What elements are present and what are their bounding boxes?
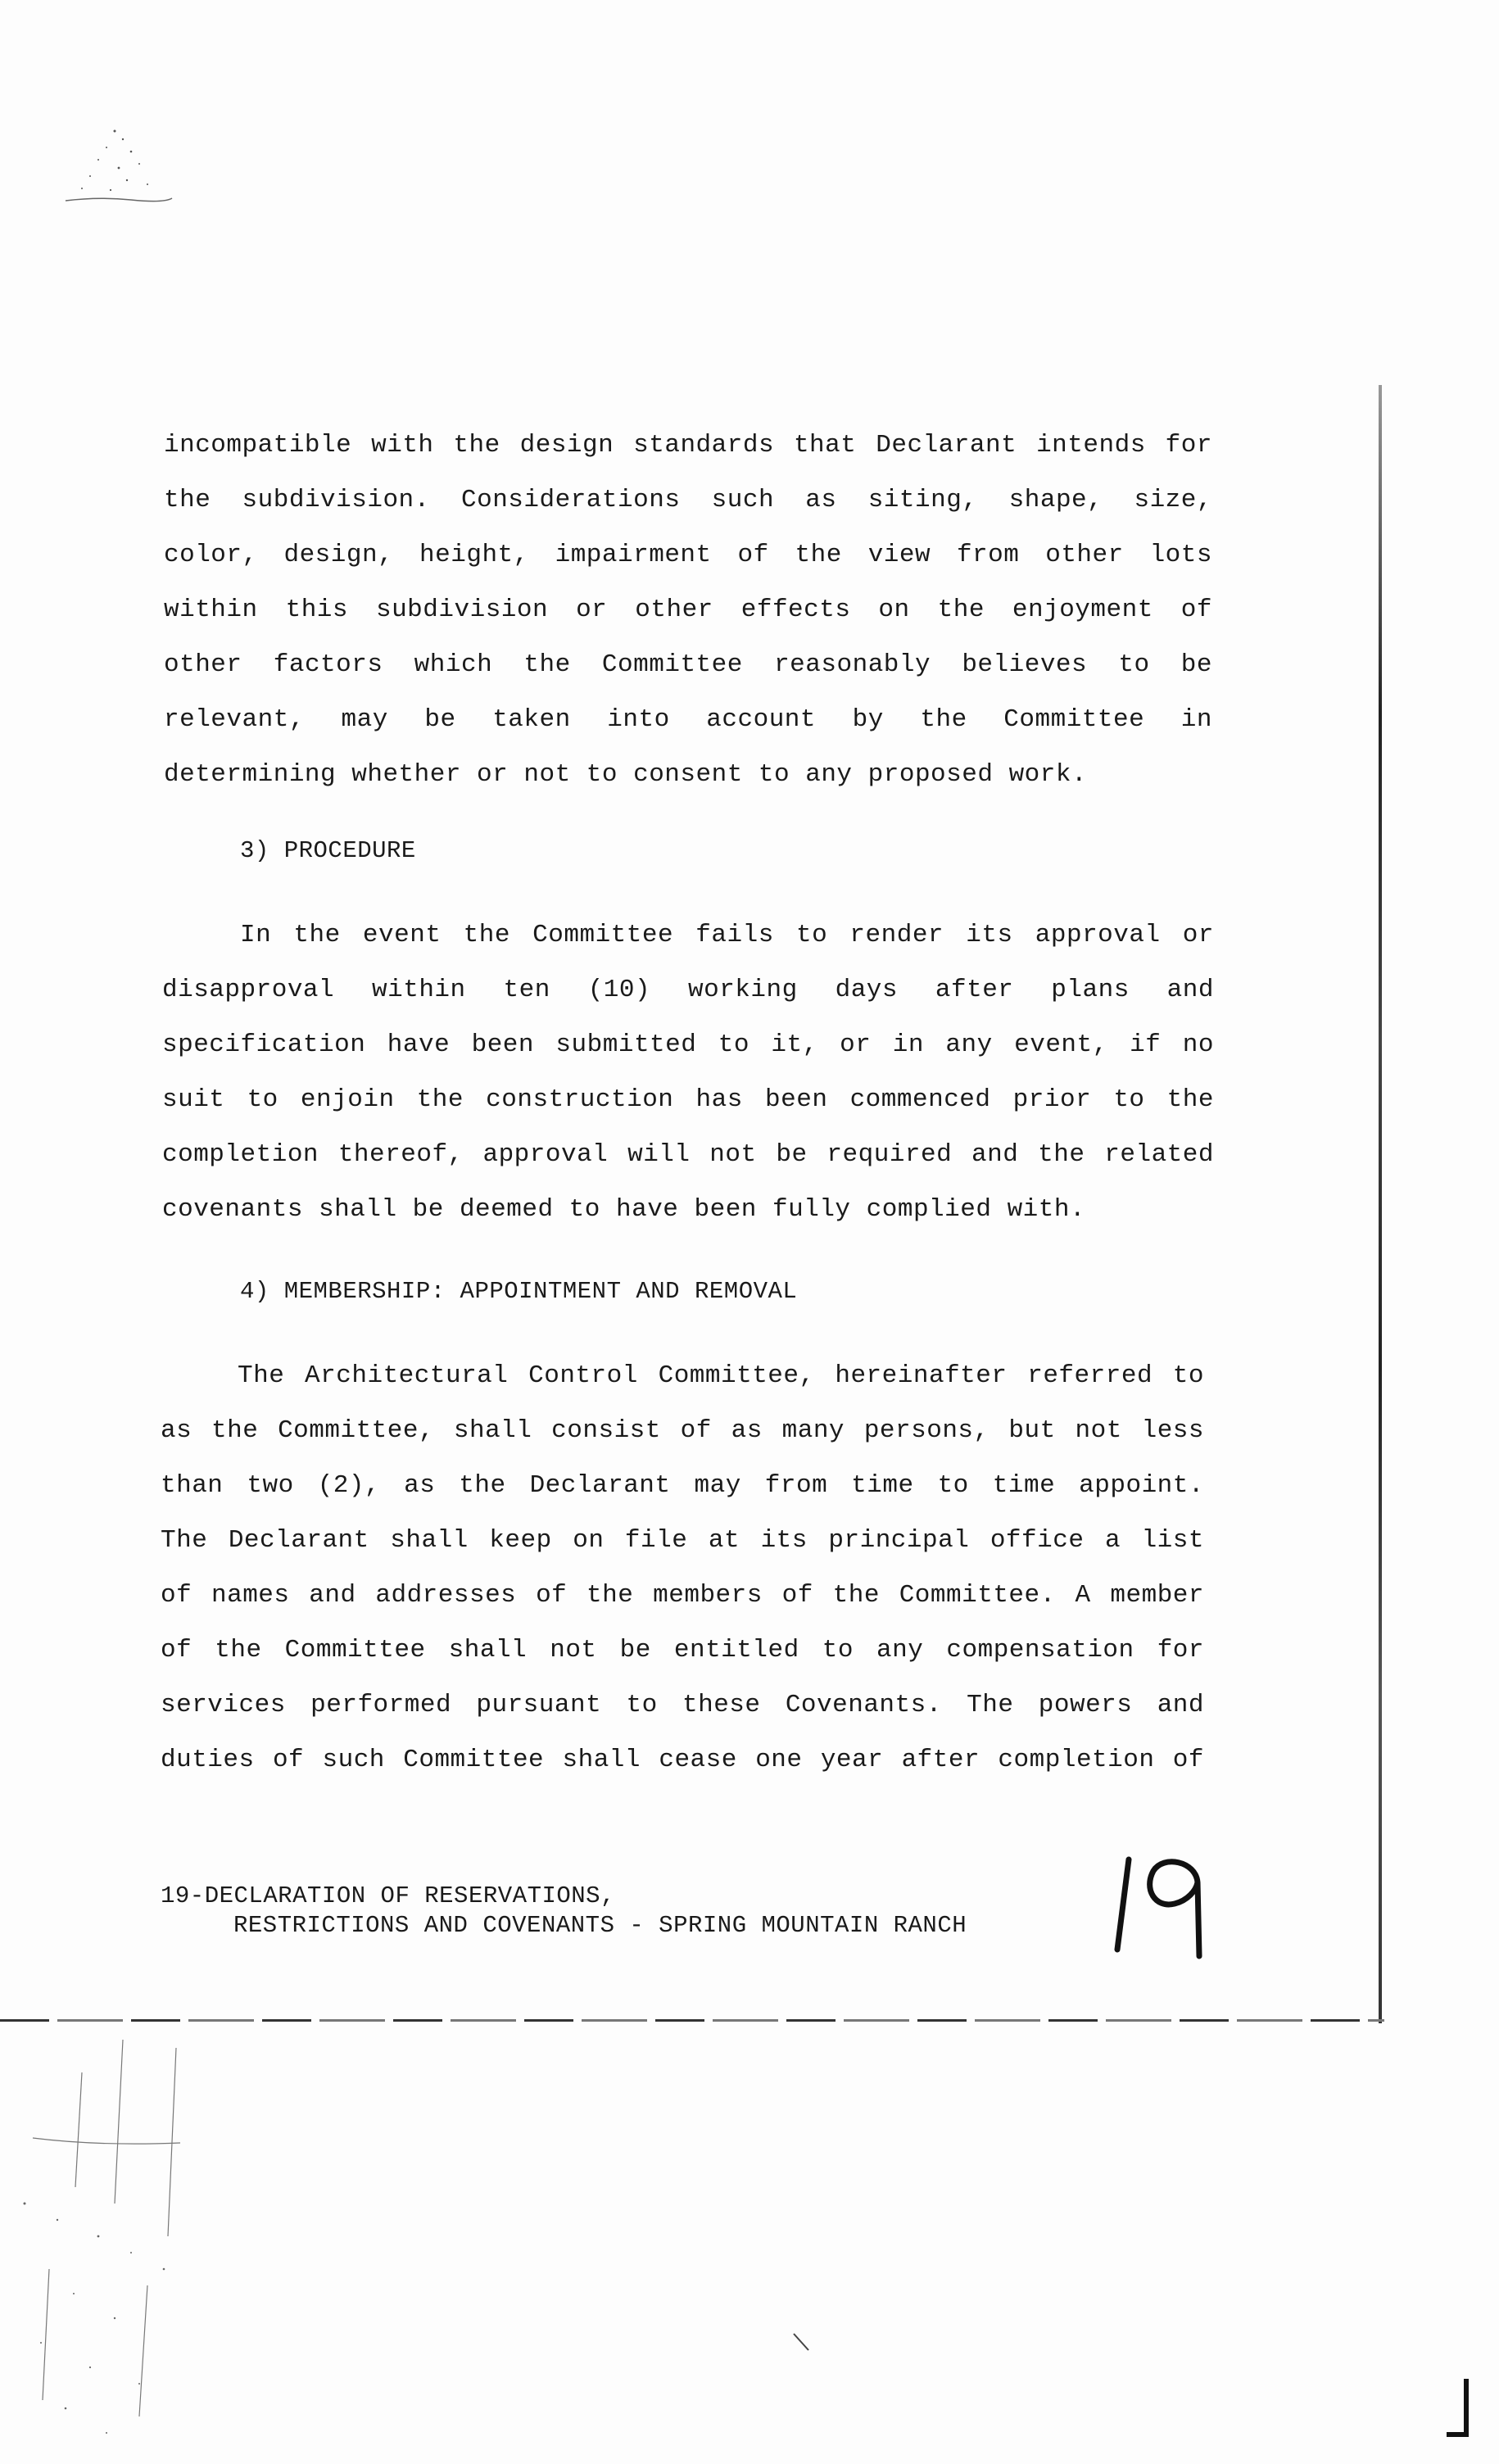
section-heading-procedure: 3) PROCEDURE <box>240 837 416 864</box>
text-line: color, design, height, impairment of the view from other lots <box>164 541 1212 569</box>
scan-bottom-rule <box>0 2019 1384 2022</box>
text-line: incompatible with the design standards that Declarant intends for <box>164 431 1212 460</box>
text-line: determining whether or not to consent to any proposed work. <box>164 760 1088 789</box>
scan-noise-mark <box>49 115 180 213</box>
text-line: of the Committee shall not be entitled to any compensation for <box>161 1636 1204 1665</box>
text-line: The Architectural Control Committee, hereinafter referred to <box>238 1361 1204 1390</box>
text-line: relevant, may be taken into account by the Committee in <box>164 705 1212 734</box>
text-line: services performed pursuant to these Covenants. The powers and <box>161 1691 1204 1719</box>
text-line: specification have been submitted to it, or in any event, if no <box>162 1030 1214 1059</box>
paragraph-membership <box>161 1348 1204 1787</box>
text-line: within this subdivision or other effects on the enjoyment of <box>164 596 1212 624</box>
text-line: completion thereof, approval will not be required and the related <box>162 1140 1214 1169</box>
text-line: of names and addresses of the members of the Committee. A member <box>161 1581 1204 1610</box>
footer-document-subtitle: RESTRICTIONS AND COVENANTS - SPRING MOUNTAIN RANCH <box>233 1912 967 1939</box>
scan-margin-bar <box>1379 385 1382 2023</box>
text-line: covenants shall be deemed to have been fully complied with. <box>162 1195 1086 1224</box>
text-line: suit to enjoin the construction has been commenced prior to the <box>162 1085 1214 1114</box>
handwritten-page-number <box>1106 1850 1212 1964</box>
text-line: than two (2), as the Declarant may from time to time appoint. <box>161 1471 1204 1500</box>
scan-noise-mark <box>790 2330 815 2355</box>
text-line: The Declarant shall keep on file at its principal office a list <box>161 1526 1204 1555</box>
scan-corner-mark <box>1442 2376 1474 2441</box>
text-line: other factors which the Committee reasonably believes to be <box>164 650 1212 679</box>
footer-document-title: 19-DECLARATION OF RESERVATIONS, <box>161 1882 615 1909</box>
section-heading-membership: 4) MEMBERSHIP: APPOINTMENT AND REMOVAL <box>240 1278 798 1305</box>
scan-noise-mark <box>0 2023 246 2464</box>
text-line: disapproval within ten (10) working days after plans and <box>162 976 1214 1004</box>
paragraph-procedure <box>162 908 1214 1237</box>
text-line: In the event the Committee fails to render its approval or <box>240 921 1214 949</box>
paragraph-design-considerations <box>164 418 1212 802</box>
text-line: duties of such Committee shall cease one year after completion of <box>161 1746 1204 1774</box>
text-line: as the Committee, shall consist of as many persons, but not less <box>161 1416 1204 1445</box>
text-line: the subdivision. Considerations such as siting, shape, size, <box>164 486 1212 514</box>
